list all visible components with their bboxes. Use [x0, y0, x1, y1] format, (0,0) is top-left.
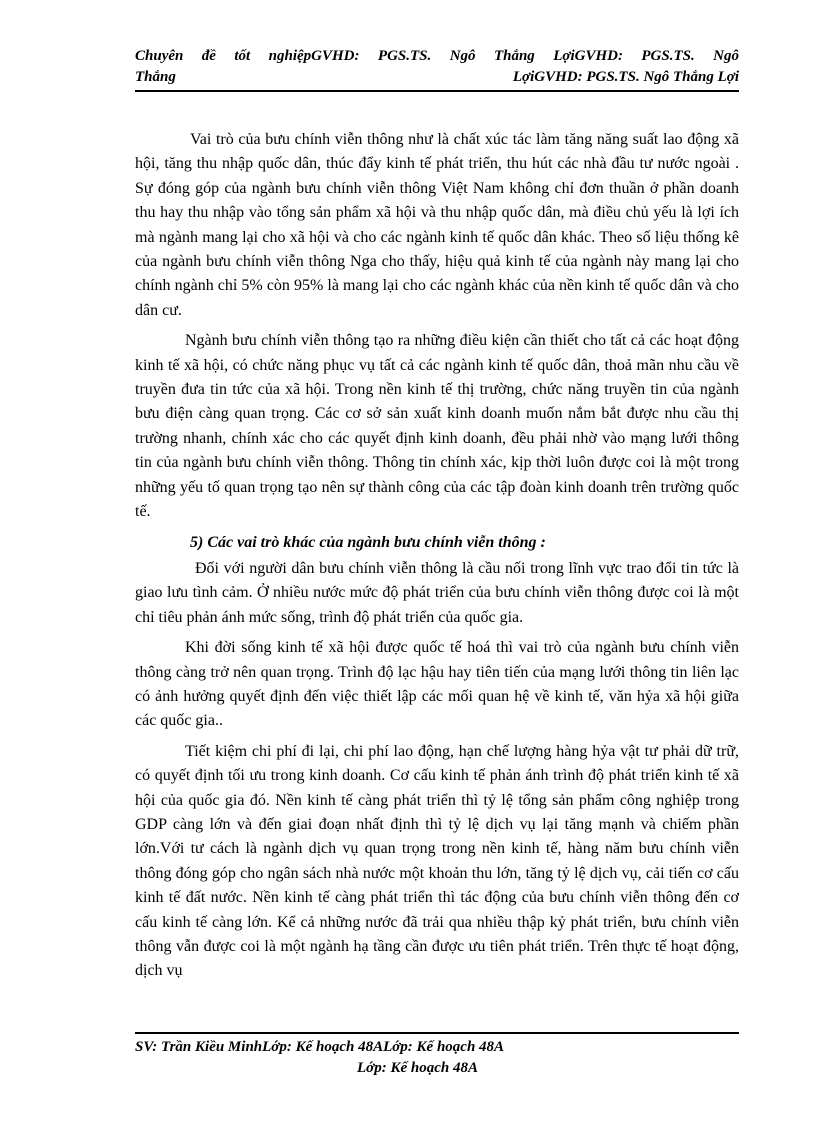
header-line-2	[135, 67, 739, 88]
footer-line-1: SV: Trần Kiều MinhLớp: Kế hoạch 48ALớp: Kế hoạch 48A	[135, 1039, 505, 1055]
paragraph: Ngành bưu chính viễn thông tạo ra những điều kiện cần thiết cho tất cả các hoạt động kinh tế xã hội, có chức năng phục vụ tất cả các ngành kinh tế quốc dân, thoả mãn nhu cầu về truyền đưa tin tức của xã hội. Trong nền kinh tế thị trường, chức năng truyền tin của ngành bưu điện càng quan trọng. Các cơ sở sản xuất kinh doanh muốn nắm bắt được nhu cầu thị trường nhanh, chính xác cho các quyết định kinh doanh, đều phải nhờ vào mạng lưới thông tin của ngành bưu chính viễn thông. Thông tin chính xác, kịp thời luôn được coi là một trong những yếu tố quan trọng tạo nên sự thành công của các tập đoàn kinh doanh trên trường quốc tế.	[135, 332, 739, 521]
paragraph: Vai trò của bưu chính viễn thông như là chất xúc tác làm tăng năng suất lao động xã hội, tăng thu nhập quốc dân, thúc đẩy kinh tế phát triển, thu hút các nhà đầu tư nước ngoài . Sự đóng góp của ngành bưu chính viễn thông Việt Nam không chỉ đơn thuần ở phần doanh thu hay thu nhập vào tổng sản phẩm xã hội và thu nhập quốc dân, mà điều chủ yếu là lợi ích mà ngành mang lại cho xã hội và cho các ngành kinh tế quốc dân khác. Theo số liệu thống kê của ngành bưu chính viễn thông Nga cho thấy, hiệu quả kinh tế của ngành này mang lại cho chính ngành chỉ 5% còn 95% là mang lại cho các ngành khác của nền kinh tế quốc dân và cho dân cư.	[135, 131, 739, 319]
document-body	[135, 128, 739, 990]
paragraph: Khi đời sống kinh tế xã hội được quốc tế hoá thì vai trò của ngành bưu chính viễn thông càng trở nên quan trọng. Trình độ lạc hậu hay tiên tiến của mạng lưới thông tin liên lạc có ảnh hưởng quyết định đến việc thiết lập các mối quan hệ về kinh tế, văn hỷa xã hội giữa các quốc gia..	[135, 639, 739, 730]
section-subheading: 5) Các vai trò khác của ngành bưu chính viễn thông :	[190, 533, 546, 551]
paragraph: Tiết kiệm chi phí đi lại, chi phí lao động, hạn chế lượng hàng hỷa vật tư phải dữ trữ, có quyết định tối ưu trong kinh doanh. Cơ cấu kinh tế phản ánh trình độ phát triển kinh tế xã hội của quốc gia đó. Nền kinh tế càng phát triển thì tỷ lệ tổng sản phẩm công nghiệp trong GDP càng lớn và đến giai đoạn nhất định thì tỷ lệ dịch vụ lại tăng mạnh và chiếm phần lớn.Với tư cách là ngành dịch vụ quan trọng trong nền kinh tế, hàng năm bưu chính viễn thông đóng góp cho ngân sách nhà nước một khoản thu lớn, tăng tỷ lệ dịch vụ, cải tiến cơ cấu kinh tế đất nước. Nền kinh tế càng phát triển thì tác động của bưu chính viễn thông đến cơ cấu kinh tế càng lớn. Kể cả những nước đã trải qua nhiều thập kỷ phát triển, bưu chính viễn thông vẫn được coi là một ngành hạ tầng cần được ưu tiên phát triển. Trên thực tế hoạt động, dịch vụ	[135, 742, 739, 980]
footer-line-2: Lớp: Kế hoạch 48A	[357, 1060, 478, 1076]
header-line-1: Chuyên đề tốt nghiệpGVHD: PGS.TS. Ngô Thắng LợiGVHD: PGS.TS. Ngô	[135, 48, 739, 64]
header-line-2-left: Thắng Lợi	[135, 69, 535, 85]
page-footer	[135, 1032, 739, 1079]
page-header	[135, 46, 739, 92]
paragraph: Đối với người dân bưu chính viễn thông là cầu nối trong lĩnh vực trao đổi tin tức là giao lưu tình cảm. Ở nhiều nước mức độ phát triển của bưu chính viễn thông được coi là một chỉ tiêu phản ánh mức sống, trình độ phát triển của quốc gia.	[135, 559, 739, 626]
header-line-2-right: GVHD: PGS.TS. Ngô Thắng Lợi	[534, 69, 739, 85]
